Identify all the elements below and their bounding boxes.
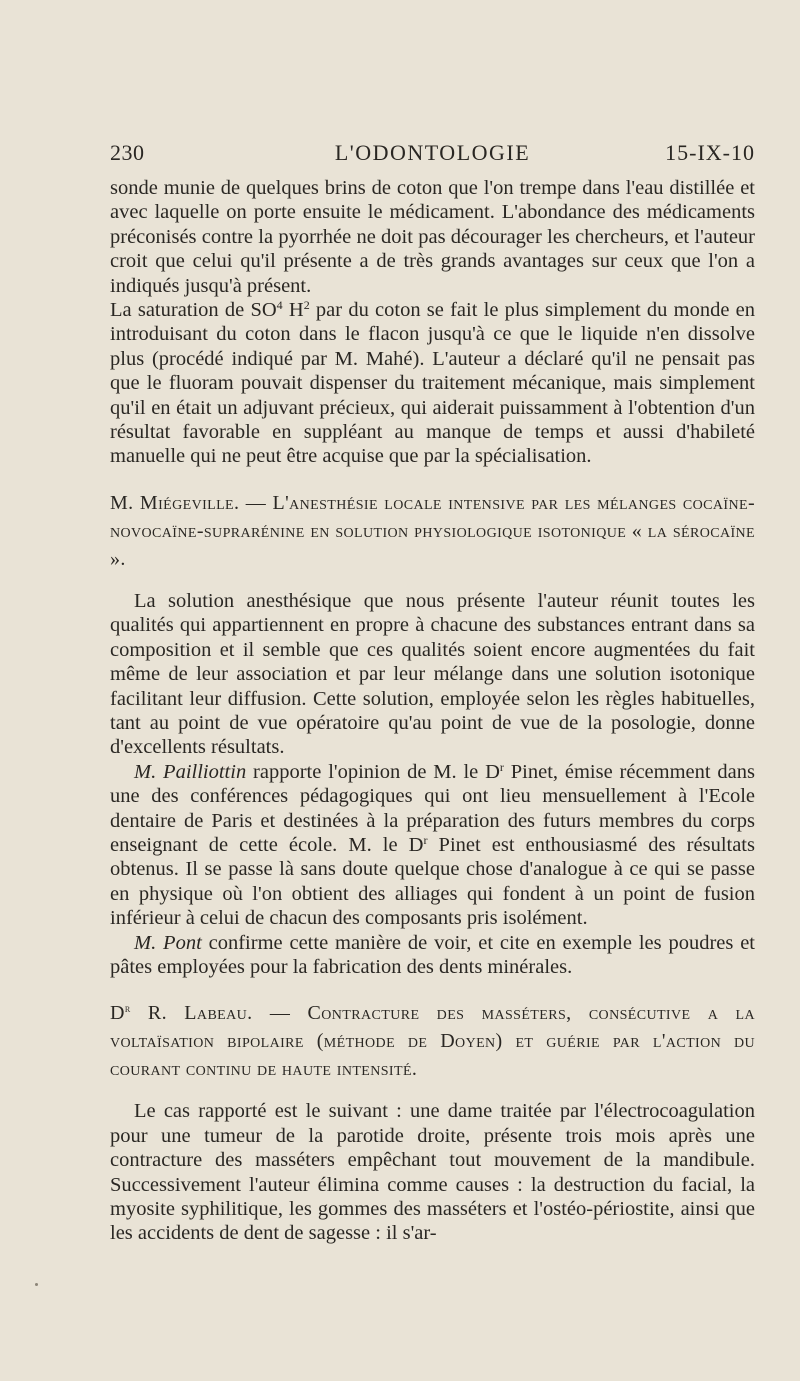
paragraph-serocaine: La solution anesthésique que nous présente l'auteur réunit toutes les qualités qui appartiennent en propre à chacune des substances entrant dans sa composition et il semble que ces qualités soient encore augmentées du fait même de leur association et par leur mélange dans une solution isotonique facilitant leur diffusion. Cette solution, employée selon les règles habituelles, tant au point de vue opératoire qu'au point de vue de la posologie, donne d'excellents résultats. xyxy=(110,589,755,759)
paragraph-pailliottin: M. Pailliottin rapporte l'opinion de M. le $D^r$ Pinet, émise récemment dans une des conférences pédagogiques qui ont lieu mensuellement à l'Ecole dentaire de Paris et destinées à la préparation des futurs membres du corps enseignant de cette école. M. le $D^r$ Pinet est enthousiasmé des résultats obtenus. Il se passe là sans doute quelque chose d'analogue à ce qui se passe en physique où l'on obtient des alliages qui fondent à un point de fusion inférieur à celui de chacun des composants pris isolément. xyxy=(110,759,756,930)
issue-date: 15-IX-10 xyxy=(665,140,755,165)
paragraph-continuation: sonde munie de quelques brins de coton que l'on trempe dans l'eau distillée et avec laquelle on porte ensuite le médicament. L'abondance des médicaments préconisés contre la pyorrhée ne doit pas décourager les chercheurs, et l'auteur croit que celui qu'il présente a de très grands avantages sur ceux que l'on a indiqués jusqu'à présent. xyxy=(110,177,755,297)
running-header xyxy=(110,140,755,170)
paper-speck xyxy=(35,1283,38,1286)
section-heading-labeau: $D^r$ R. Labeau. — Contracture des masséters, consécutive a la voltaïsation bipolaire (méthode de Doyen) et guérie par l'action du courant continu de haute intensité. xyxy=(110,1001,755,1081)
section-title: Contracture des masséters, consécutive a la voltaïsation bipolaire (méthode de Doyen) et guérie par l'action du courant continu de haute intensité. xyxy=(110,1002,755,1081)
section-title: L'anesthésie locale intensive par les mélanges cocaïne-novocaïne-suprarénine en solution physiologique isotonique « la sérocaïne ». xyxy=(110,491,756,570)
journal-title: L'ODONTOLOGIE xyxy=(334,140,531,165)
section-author: M. Miégeville. xyxy=(110,491,240,514)
page-body xyxy=(110,176,755,1246)
paragraph-saturation: La saturation de $SO^4$ $H^2$ par du coton se fait le plus simplement du monde en introduisant du coton dans le flacon jusqu'à ce que le liquide n'en dissolve plus (procédé indiqué par M. Mahé). L'auteur a déclaré qu'il ne pensait pas que le fluoram pouvait dispenser du traitement mécanique, mais simplement qu'il en était un adjuvant précieux, qui aiderait puissamment à l'obtention d'un résultat favorable en suppléant au manque de temps et aussi d'habileté manuelle qui ne peut être acquise que par la spécialisation. xyxy=(110,298,755,468)
page-number: 230 xyxy=(110,140,145,165)
paragraph-pont: M. Pont confirme cette manière de voir, et cite en exemple les poudres et pâtes employées pour la fabrication des dents minérales. xyxy=(110,931,756,978)
section-heading-miegeville: M. Miégeville. — L'anesthésie locale intensive par les mélanges cocaïne-novocaïne-suprarénine en solution physiologique isotonique « la sérocaïne ». xyxy=(110,491,756,570)
section-author: $D^r$ R. Labeau. xyxy=(110,1001,253,1025)
paragraph-case-report: Le cas rapporté est le suivant : une dame traitée par l'électrocoagulation pour une tumeur de la parotide droite, présente trois mois après une contracture des masséters empêchant tout mouvement de la mandibule. Successivement l'auteur élimina comme causes : la destruction du facial, la myosite syphilitique, les gommes des masséters et l'ostéo-périostite, ainsi que les accidents de dent de sagesse : il s'ar- xyxy=(110,1100,755,1245)
